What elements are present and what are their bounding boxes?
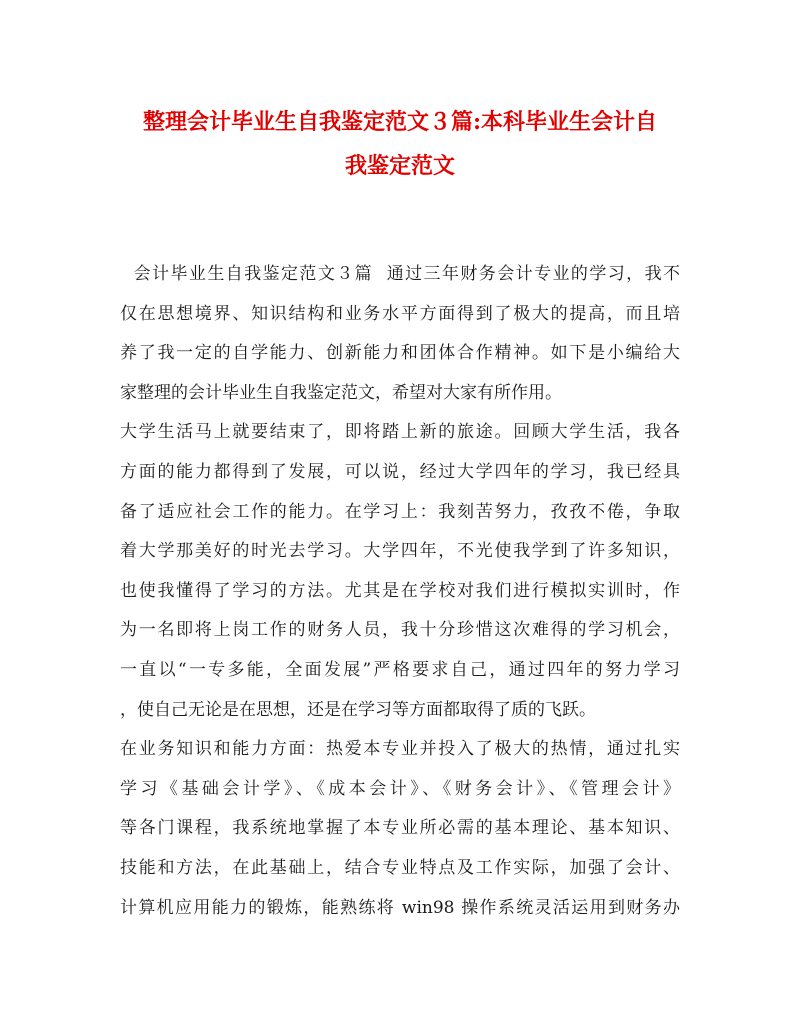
title-line-2: 我鉴定范文: [344, 153, 455, 179]
body-line: 着大学那美好的时光去学习。大学四年，不光使我学到了许多知识，: [120, 541, 680, 562]
document-title: [110, 100, 690, 188]
body-line: 也使我懂得了学习的方法。尤其是在学校对我们进行模拟实训时，作: [120, 580, 680, 601]
body-line: 在业务知识和能力方面：热爱本专业并投入了极大的热情，通过扎实: [120, 739, 680, 760]
body-line: 备了适应社会工作的能力。在学习上：我刻苦努力，孜孜不倦，争取: [120, 501, 680, 522]
body-line: 计算机应用能力的锻炼，能熟练将 win98 操作系统灵活运用到财务办: [120, 897, 680, 918]
body-line: 会计毕业生自我鉴定范文３篇 通过三年财务会计专业的学习，我不: [120, 264, 680, 284]
body-line: 学习《基础会计学》、《成本会计》、《财务会计》、《管理会计》: [120, 778, 680, 799]
body-line: 为一名即将上岗工作的财务人员，我十分珍惜这次难得的学习机会，: [120, 620, 680, 641]
body-line: 方面的能力都得到了发展，可以说，经过大学四年的学习，我已经具: [120, 461, 680, 482]
body-line: 大学生活马上就要结束了，即将踏上新的旅途。回顾大学生活，我各: [120, 422, 680, 443]
document-body: [120, 255, 680, 928]
body-line: ，使自己无论是在思想，还是在学习等方面都取得了质的飞跃。: [120, 699, 596, 720]
body-line: 仅在思想境界、知识结构和业务水平方面得到了极大的提高，而且培: [120, 303, 680, 324]
body-line: 技能和方法，在此基础上，结合专业特点及工作实际，加强了会计、: [120, 857, 680, 878]
body-line: 等各门课程，我系统地掌握了本专业所必需的基本理论、基本知识、: [120, 818, 680, 839]
body-line: 一直以“一专多能，全面发展”严格要求自己，通过四年的努力学习: [120, 659, 680, 680]
title-line-1: 整理会计毕业生自我鉴定范文３篇:本科毕业生会计自: [142, 109, 658, 135]
body-line: 养了我一定的自学能力、创新能力和团体合作精神。如下是小编给大: [120, 343, 680, 364]
body-line: 家整理的会计毕业生自我鉴定范文，希望对大家有所作用。: [120, 382, 562, 403]
